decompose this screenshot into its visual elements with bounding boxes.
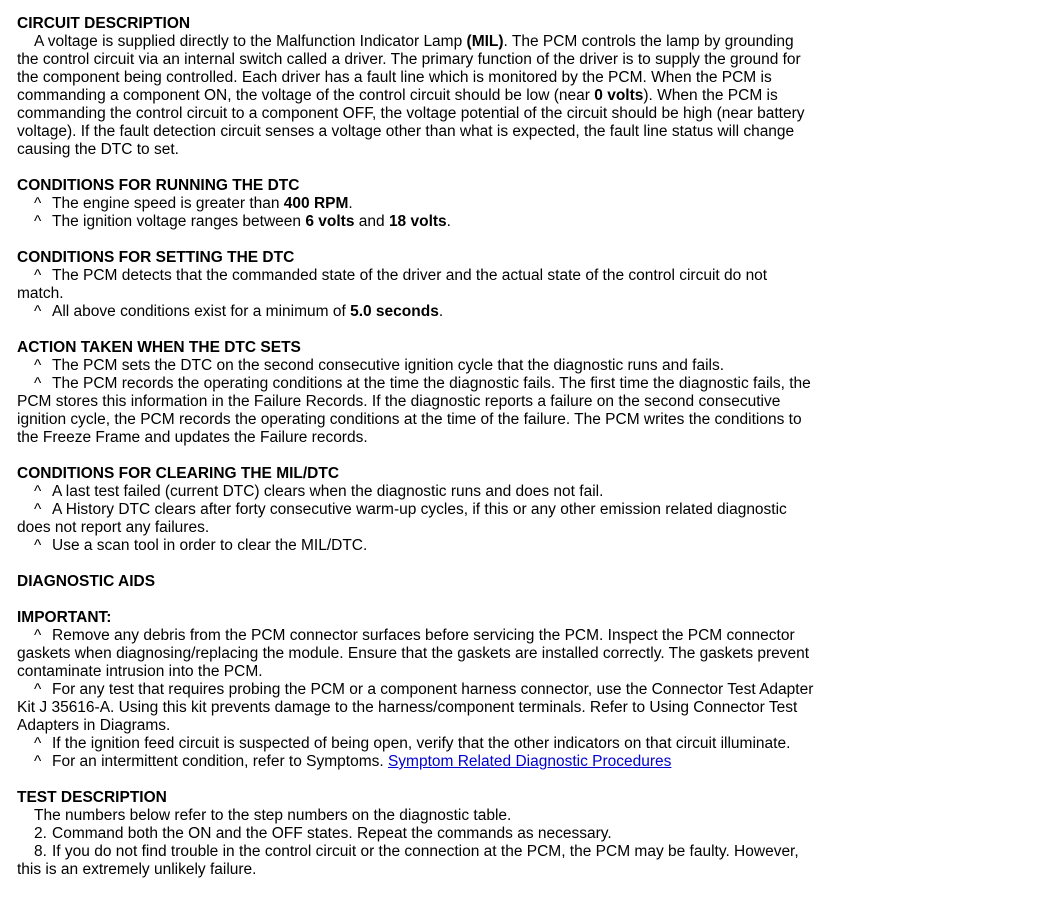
bullet-icon: ^ [34, 681, 42, 698]
bullet-icon: ^ [34, 195, 42, 212]
zero-volts-bold: 0 volts [594, 87, 644, 104]
mil-bold: (MIL) [466, 33, 504, 50]
bullet-icon: ^ [34, 537, 42, 554]
conditions-running-heading: CONDITIONS FOR RUNNING THE DTC [17, 177, 300, 194]
circuit-description-text: A voltage is supplied directly to the Malfunction Indicator Lamp (MIL). The PCM controls the lamp by grounding the control circuit via an internal switch called a driver. The primary function of the driver is to supply the ground for the component being controlled. Each driver has a fault line which is monitored by the PCM. When the PCM is commanding a component ON, the voltage of the control circuit should be low (near 0 volts). When the PCM is commanding the control circuit to a component OFF, the voltage potential of the circuit should be high (near battery voltage). If the fault detection circuit senses a voltage other than what is expected, the fault line status will change causing the DTC to set. [17, 33, 805, 158]
symptom-procedures-link[interactable]: Symptom Related Diagnostic Procedures [387, 753, 672, 770]
conditions-setting-section [17, 249, 817, 321]
bullet-icon: ^ [34, 735, 42, 752]
bullet-icon: ^ [34, 267, 42, 284]
list-item: ^ Remove any debris from the PCM connector surfaces before servicing the PCM. Inspect the PCM connector gaskets when diagnosing/replacing the module. Ensure that the gaskets are installed correctly. The gaskets prevent contaminate intrusion into the PCM. [17, 627, 810, 680]
diagnostic-aids-section [17, 573, 817, 591]
list-item: ^ The engine speed is greater than 400 RPM. [17, 195, 817, 213]
circuit-description-section [17, 15, 817, 159]
list-item: ^ If the ignition feed circuit is suspected of being open, verify that the other indicators on that circuit illuminate. [17, 735, 817, 753]
circuit-description-heading: CIRCUIT DESCRIPTION [17, 15, 191, 32]
bullet-icon: ^ [34, 375, 42, 392]
list-item: ^ Use a scan tool in order to clear the MIL/DTC. [17, 537, 817, 555]
bullet-icon: ^ [34, 357, 42, 374]
list-item: ^ For an intermittent condition, refer to Symptoms. Symptom Related Diagnostic Procedures [17, 753, 817, 771]
bullet-icon: ^ [34, 501, 42, 518]
list-item: ^ The PCM sets the DTC on the second consecutive ignition cycle that the diagnostic runs and fails. [17, 357, 817, 375]
step-number: 8. [34, 843, 47, 860]
test-description-section [17, 789, 817, 879]
bullet-icon: ^ [34, 213, 42, 230]
conditions-clearing-heading: CONDITIONS FOR CLEARING THE MIL/DTC [17, 465, 340, 482]
list-item: ^ A last test failed (current DTC) clears when the diagnostic runs and does not fail. [17, 483, 817, 501]
list-item: ^ A History DTC clears after forty consecutive warm-up cycles, if this or any other emission related diagnostic does not report any failures. [17, 501, 787, 536]
bullet-icon: ^ [34, 627, 42, 644]
conditions-running-section [17, 177, 817, 231]
conditions-clearing-section [17, 465, 817, 555]
list-item: ^ The ignition voltage ranges between 6 volts and 18 volts. [17, 213, 817, 231]
step-number: 2. [34, 825, 47, 842]
document-body [17, 15, 817, 897]
list-item: ^ The PCM records the operating conditions at the time the diagnostic fails. The first time the diagnostic fails, the PCM stores this information in the Failure Records. If the diagnostic reports a failure on the second consecutive ignition cycle, the PCM records the operating conditions at the time of the failure. The PCM writes the conditions to the Freeze Frame and updates the Failure records. [17, 375, 811, 446]
action-taken-section [17, 339, 817, 447]
bullet-icon: ^ [34, 483, 42, 500]
list-item: ^ All above conditions exist for a minimum of 5.0 seconds. [17, 303, 817, 321]
list-item: 2. Command both the ON and the OFF states. Repeat the commands as necessary. [17, 825, 817, 843]
list-item: ^ For any test that requires probing the PCM or a component harness connector, use the Connector Test Adapter Kit J 35616-A. Using this kit prevents damage to the harness/component terminals. Refer to Using Connector Test Adapters in Diagrams. [17, 681, 814, 734]
bullet-icon: ^ [34, 303, 42, 320]
list-item: ^ The PCM detects that the commanded state of the driver and the actual state of the control circuit do not match. [17, 267, 768, 302]
bullet-icon: ^ [34, 753, 42, 770]
test-description-heading: TEST DESCRIPTION [17, 789, 167, 806]
action-taken-heading: ACTION TAKEN WHEN THE DTC SETS [17, 339, 301, 356]
test-description-intro: The numbers below refer to the step numbers on the diagnostic table. [34, 807, 512, 824]
important-section [17, 609, 817, 771]
conditions-setting-heading: CONDITIONS FOR SETTING THE DTC [17, 249, 295, 266]
important-heading: IMPORTANT: [17, 609, 112, 626]
list-item: 8. If you do not find trouble in the control circuit or the connection at the PCM, the PCM may be faulty. However, this is an extremely unlikely failure. [17, 843, 799, 878]
diagnostic-aids-heading: DIAGNOSTIC AIDS [17, 573, 156, 590]
